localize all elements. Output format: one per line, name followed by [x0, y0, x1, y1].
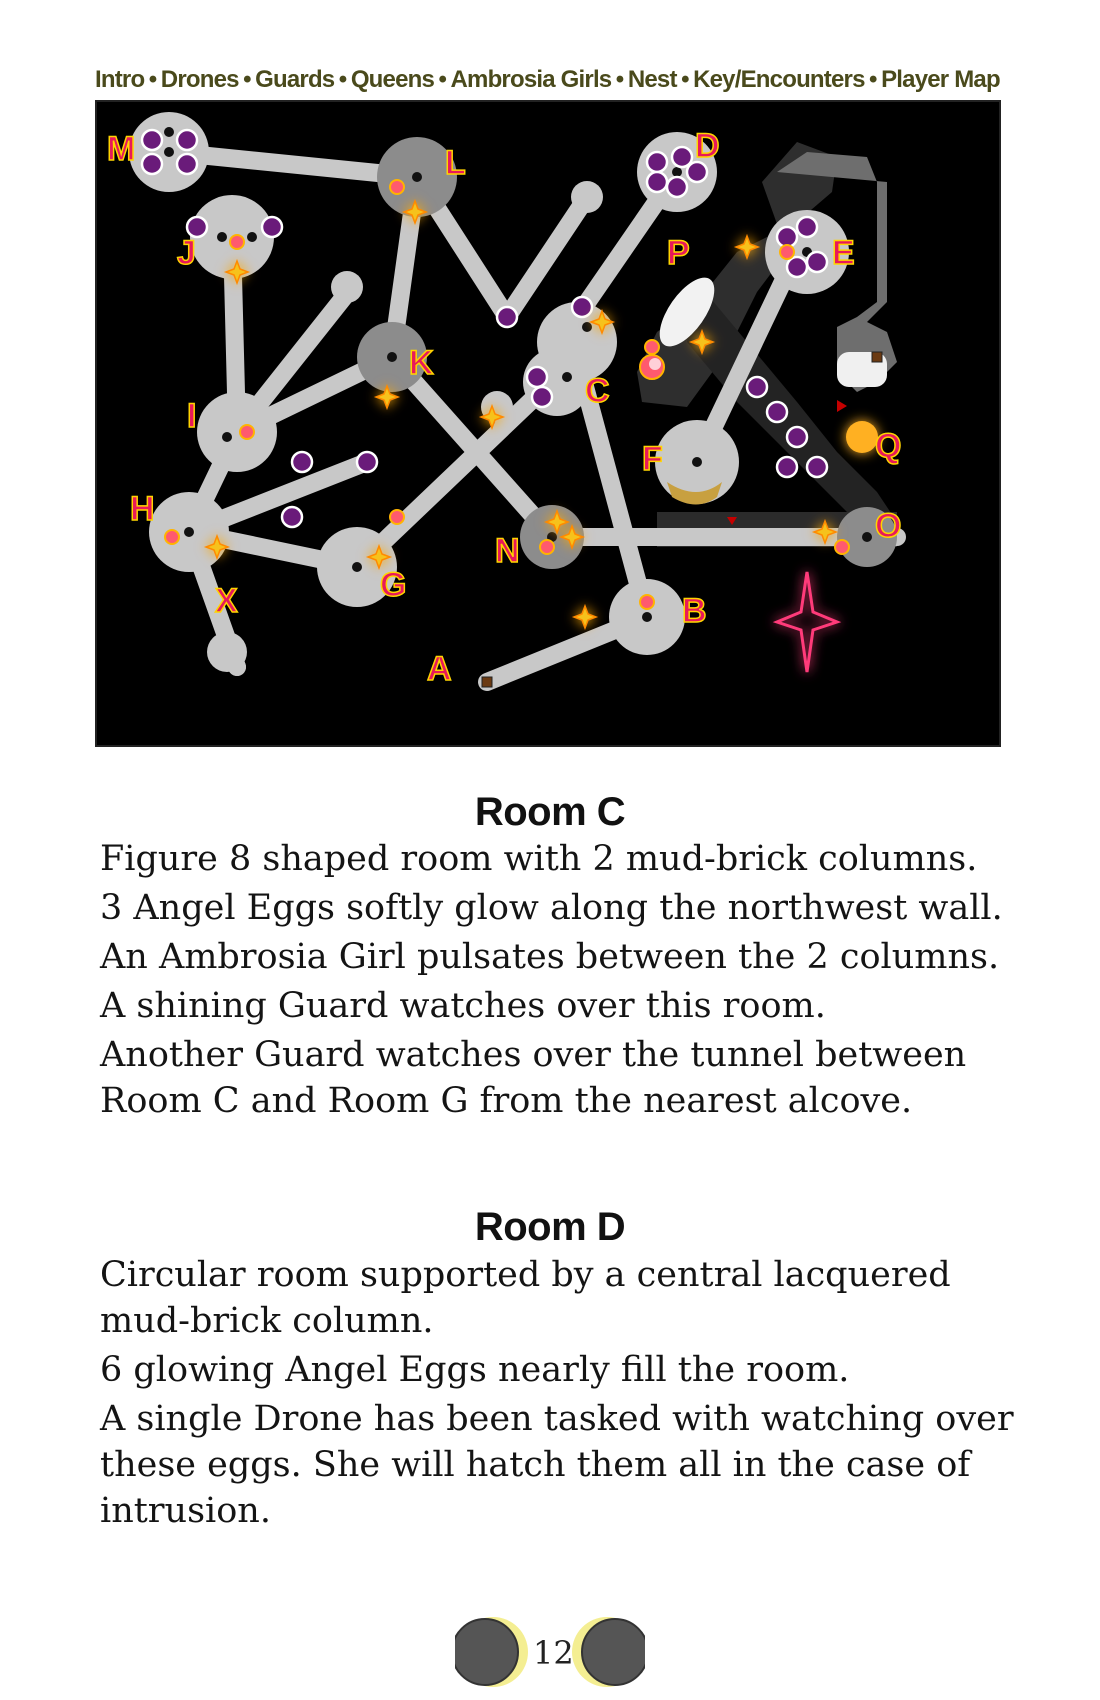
ambrosia-girl-icon — [390, 510, 404, 524]
room-label-c: C — [585, 372, 610, 410]
column-icon — [164, 147, 174, 157]
angel-egg-icon — [647, 172, 667, 192]
nav-link-key-encounters[interactable]: Key/Encounters — [693, 66, 865, 93]
angel-egg-icon — [532, 387, 552, 407]
ambrosia-girl-icon — [390, 180, 404, 194]
room-label-e: E — [832, 234, 855, 272]
angel-egg-icon — [797, 217, 817, 237]
column-icon — [562, 372, 572, 382]
room-label-a: A — [427, 650, 452, 688]
angel-egg-icon — [262, 217, 282, 237]
angel-egg-icon — [777, 457, 797, 477]
angel-egg-icon — [292, 452, 312, 472]
room-c-line: Another Guard watches over the tunnel between Room C and Room G from the nearest alcove. — [100, 1035, 967, 1121]
room-label-p: P — [667, 234, 690, 272]
nav-link-nest[interactable]: Nest — [627, 66, 677, 93]
room-c-line: 3 Angel Eggs softly glow along the northwest wall. — [100, 888, 1003, 928]
angel-egg-icon — [357, 452, 377, 472]
trap-arrow-icon — [837, 400, 847, 412]
angel-egg-icon — [667, 177, 687, 197]
ambrosia-girl-icon — [645, 340, 659, 354]
nav-link-intro[interactable]: Intro — [95, 66, 145, 93]
navigation-bar — [95, 62, 1000, 98]
room-label-h: H — [130, 490, 155, 528]
room-label-j: J — [177, 234, 196, 272]
room-d-line: 6 glowing Angel Eggs nearly fill the room. — [100, 1350, 850, 1390]
angel-egg-icon — [142, 154, 162, 174]
room — [207, 632, 247, 672]
ambrosia-girl-icon — [780, 245, 794, 259]
room-label-l: L — [445, 144, 466, 182]
spiral-icon — [846, 421, 878, 453]
column-icon — [642, 612, 652, 622]
column-icon — [692, 457, 702, 467]
angel-egg-icon — [767, 402, 787, 422]
nav-separator: • — [338, 66, 347, 93]
alcove — [331, 271, 363, 303]
angel-egg-icon — [687, 162, 707, 182]
nav-separator: • — [243, 66, 251, 93]
angel-egg-icon — [177, 130, 197, 150]
page-number: 12 — [533, 1634, 574, 1672]
nav-separator: • — [869, 66, 877, 93]
room-d-line: Circular room supported by a central lacquered mud-brick column. — [100, 1255, 951, 1341]
compass-rose-icon — [777, 572, 837, 672]
page-footer — [455, 1612, 645, 1692]
door-icon — [872, 352, 882, 362]
column-icon — [217, 232, 227, 242]
room-c-line: An Ambrosia Girl pulsates between the 2 columns. — [100, 937, 1000, 977]
column-icon — [672, 167, 682, 177]
angel-egg-icon — [787, 427, 807, 447]
column-icon — [862, 532, 872, 542]
nav-separator: • — [681, 66, 689, 93]
nav-link-ambrosia-girls[interactable]: Ambrosia Girls — [450, 66, 612, 93]
room-c-line: Figure 8 shaped room with 2 mud-brick columns. — [100, 839, 978, 879]
room-label-o: O — [875, 507, 902, 545]
room-label-n: N — [495, 532, 520, 570]
angel-egg-icon — [747, 377, 767, 397]
alcove — [571, 181, 603, 213]
nav-separator: • — [438, 66, 447, 93]
dungeon-map — [95, 100, 1001, 747]
room-d-description — [100, 1252, 1020, 1537]
nav-link-guards[interactable]: Guards — [255, 66, 335, 93]
room-d-line: A single Drone has been tasked with watching over these eggs. She will hatch them all in the case of intrusion. — [100, 1399, 1014, 1531]
angel-egg-icon — [647, 152, 667, 172]
nav-link-drones[interactable]: Drones — [160, 66, 239, 93]
column-icon — [184, 527, 194, 537]
room-label-q: Q — [875, 427, 902, 465]
angel-egg-icon — [807, 457, 827, 477]
ambrosia-girl-icon — [540, 540, 554, 554]
angel-egg-icon — [527, 367, 547, 387]
column-icon — [247, 232, 257, 242]
nav-separator: • — [615, 66, 624, 93]
room-label-i: I — [187, 397, 197, 435]
ambrosia-girl-icon — [640, 595, 654, 609]
angel-egg-icon — [672, 147, 692, 167]
room-c-description — [100, 836, 1020, 1127]
angel-egg-icon — [787, 257, 807, 277]
column-icon — [222, 432, 232, 442]
crescent-moon-right-icon — [572, 1617, 645, 1687]
room-c-title: Room C — [474, 790, 626, 834]
room-label-k: K — [409, 344, 434, 382]
guard-sparkle-icon — [574, 606, 596, 628]
angel-egg-icon — [807, 252, 827, 272]
angel-egg-icon — [177, 154, 197, 174]
column-icon — [582, 322, 592, 332]
angel-egg-icon — [142, 130, 162, 150]
ambrosia-girl-icon — [230, 235, 244, 249]
room-c-line: A shining Guard watches over this room. — [100, 986, 826, 1026]
room — [197, 392, 277, 472]
column-icon — [164, 127, 174, 137]
crescent-moon-left-icon — [455, 1617, 528, 1687]
column-icon — [387, 352, 397, 362]
angel-egg-icon — [497, 307, 517, 327]
door-icon — [482, 677, 492, 687]
room-label-f: F — [642, 440, 663, 478]
ambrosia-girl-icon — [649, 358, 661, 370]
ambrosia-girl-icon — [165, 530, 179, 544]
room-label-d: D — [695, 127, 720, 165]
nav-link-queens[interactable]: Queens — [350, 66, 435, 93]
angel-egg-icon — [572, 297, 592, 317]
ambrosia-girl-icon — [835, 540, 849, 554]
room-label-x: X — [215, 582, 238, 620]
column-icon — [352, 562, 362, 572]
nav-link-player-map[interactable]: Player Map — [881, 66, 1000, 93]
angel-egg-icon — [282, 507, 302, 527]
room-d-title: Room D — [474, 1205, 626, 1249]
room-label-m: M — [107, 130, 136, 168]
column-icon — [412, 172, 422, 182]
room-label-g: G — [380, 566, 407, 604]
nav-separator: • — [148, 66, 157, 93]
ambrosia-girl-icon — [240, 425, 254, 439]
room-label-b: B — [682, 592, 707, 630]
